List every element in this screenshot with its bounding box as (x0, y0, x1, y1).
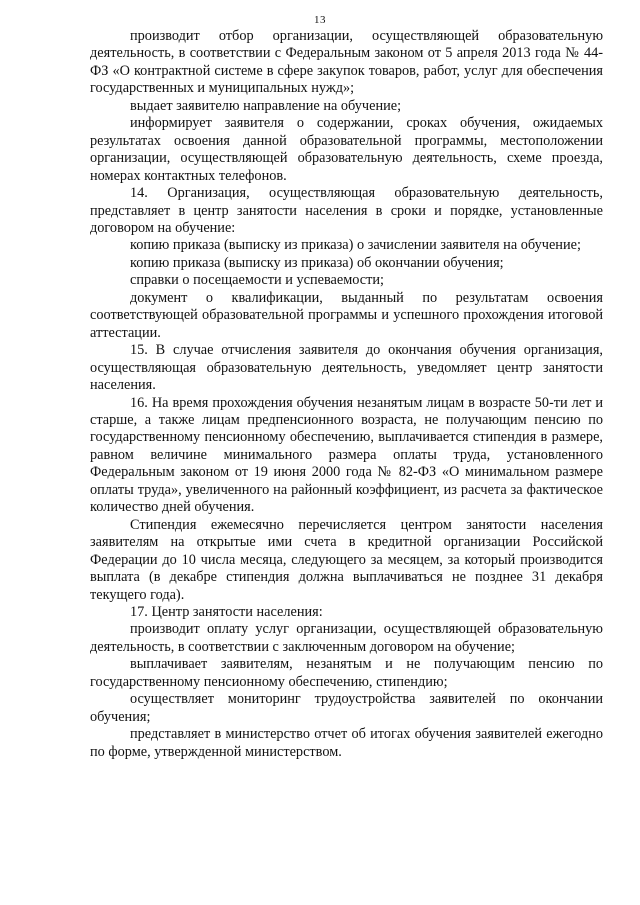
paragraph: осуществляет мониторинг трудоустройства заявителей по окончании обучения; (90, 691, 603, 725)
paragraph: выплачивает заявителям, незанятым и не получающим пенсию по государственному пенсионному обеспечению, стипендию; (90, 656, 603, 690)
paragraph: производит отбор организации, осуществляющей образовательную деятельность, в соответствии с Федеральным законом от 5 апреля 2013 года № 44-ФЗ «О контрактной системе в сфере закупок товаров, работ, услуг для обеспечения государственных и муниципальных нужд»; (90, 28, 603, 97)
paragraph: копию приказа (выписку из приказа) о зачислении заявителя на обучение; (130, 237, 581, 254)
paragraph: 15. В случае отчисления заявителя до окончания обучения организация, осуществляющая образовательную деятельность, уведомляет центр занятости населения. (90, 342, 603, 394)
paragraph: справки о посещаемости и успеваемости; (130, 272, 384, 289)
page-number: 13 (314, 14, 326, 26)
document-body (90, 28, 603, 761)
paragraph: производит оплату услуг организации, осуществляющей образовательную деятельность, в соответствии с заключенным договором на обучение; (90, 621, 603, 655)
paragraph: 14. Организация, осуществляющая образовательную деятельность, представляет в центр занятости населения в сроки и порядке, установленные договором на обучение: (90, 185, 603, 236)
paragraph: представляет в министерство отчет об итогах обучения заявителей ежегодно по форме, утвержденной министерством. (90, 726, 603, 760)
paragraph: документ о квалификации, выданный по результатам освоения соответствующей образовательной программы и успешного прохождения итоговой аттестации. (90, 289, 603, 341)
paragraph: информирует заявителя о содержании, сроках обучения, ожидаемых результатах освоения данной образовательной программы, местоположении организации, осуществляющей образовательную деятельность, схеме проезда, номерах контактных телефонов. (90, 115, 603, 184)
paragraph: копию приказа (выписку из приказа) об окончании обучения; (130, 254, 504, 271)
paragraph: выдает заявителю направление на обучение; (130, 97, 402, 114)
paragraph: 16. На время прохождения обучения незанятым лицам в возрасте 50-ти лет и старше, а также лицам предпенсионного возраста, не получающим пенсию по государственному пенсионному обеспечению, выплачивается стипендия в размере, равном величине минимального размера оплаты труда, установленного Федеральным законом от 19 июня 2000 года № 82-ФЗ «О минимальном размере оплаты труда», увеличенного на районный коэффициент, из расчета за фактическое количество дней обучения. (90, 394, 603, 516)
paragraph: 17. Центр занятости населения: (130, 603, 323, 620)
paragraph: Стипендия ежемесячно перечисляется центром занятости населения заявителям на открытые ими счета в кредитной организации Российской Федерации до 10 числа месяца, следующего за месяцем, за который производится выплата (в декабре стипендия должна выплачиваться не позднее 31 декабря текущего года). (90, 516, 603, 603)
